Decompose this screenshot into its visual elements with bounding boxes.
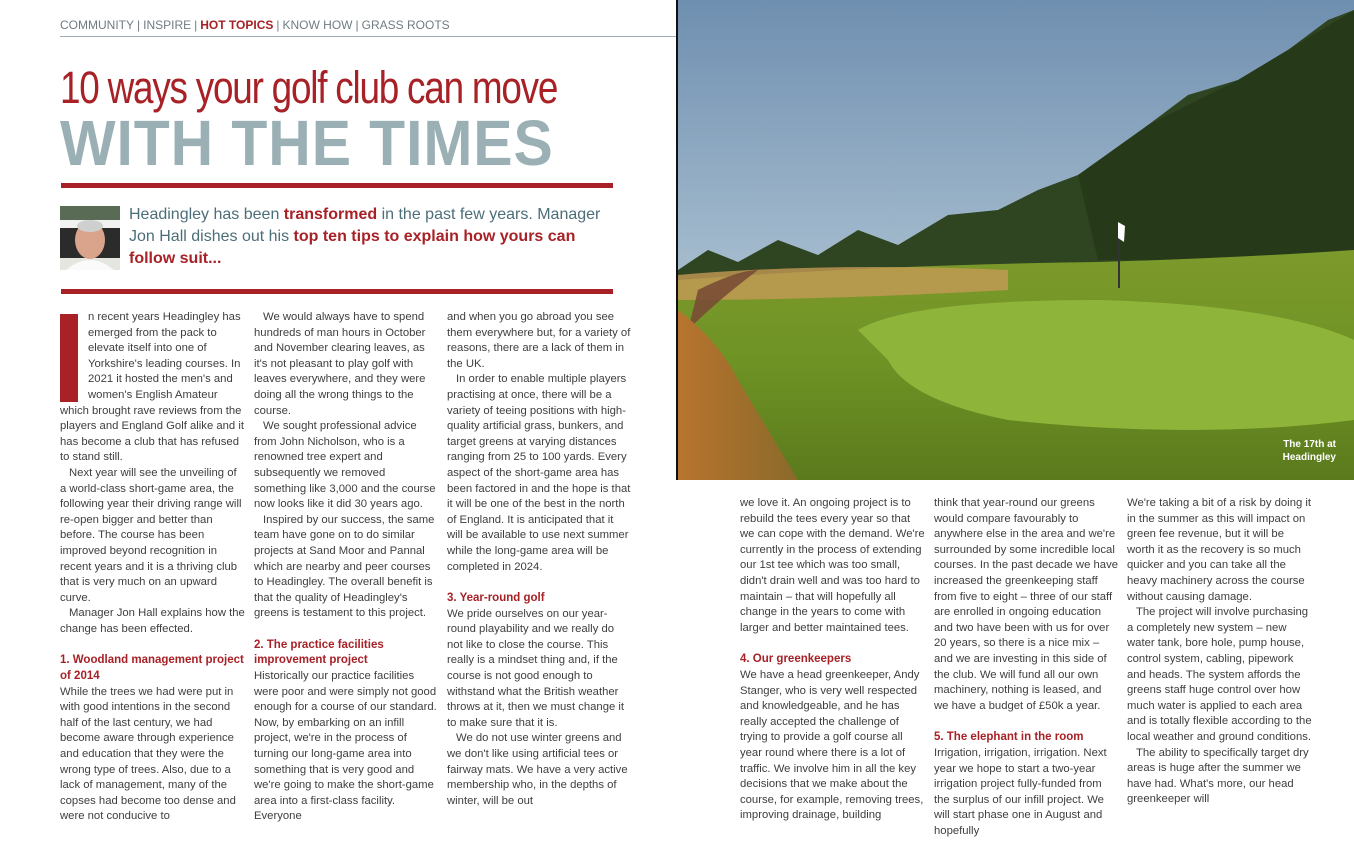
section-heading-2: 2. The practice facilities improvement project (254, 638, 384, 667)
body-paragraph: In order to enable multiple players practising at once, there will be a variety of teeing positions with high-quality artificial grass, bunkers, and target greens at varying distances ranging from 25 to 100 yards. Every aspect of the short-game area has been factored in and the hope is that it will be one of the best in the north of England. It is anticipated that it will be available to use next summer while the long-game area will be completed in 2024. (447, 373, 631, 573)
body-paragraph: We would always have to spend hundreds of man hours in October and November clearing leaves, as it's not pleasant to play golf with leaves everywhere, and they were doing all the wrong things to the course. (254, 311, 426, 417)
standfirst-highlight: transformed (283, 206, 378, 223)
article-column-6 (1127, 496, 1312, 808)
body-paragraph: Historically our practice facilities were poor and were simply not good enough for a course of our standard. Now, by embarking on an infill project, we're in the process of turning our long-game area into something that is very good and we're going to make the short-game area into a first-class facility. Everyone (254, 670, 437, 823)
nav-item-hot-topics[interactable]: HOT TOPICS (200, 18, 274, 32)
body-paragraph: We pride ourselves on our year-round playability and we really do not like to close the course. This really is a mindset thing and, if the course is not good enough to withstand what the British weather throws at it, then we must change it to make sure that it is. (447, 607, 625, 729)
nav-separator: | (355, 18, 359, 32)
body-paragraph: Next year will see the unveiling of a world-class short-game area, the following year their driving range will re-open bigger and better than before. The course has been improved beyond recognition in recent years and it is a thriving club that is very much on an upward curve. (60, 466, 242, 604)
section-heading-3: 3. Year-round golf (447, 592, 545, 605)
section-heading-1: 1. Woodland management project of 2014 (60, 654, 244, 683)
body-paragraph: and when you go abroad you see them everywhere but, for a variety of reasons, there are a lack of them in the UK. (447, 311, 631, 370)
nav-item-grass-roots[interactable]: GRASS ROOTS (361, 18, 450, 32)
body-paragraph: The project will involve purchasing a completely new system – new water tank, bore hole, pump house, control system, cabling, pipework and heads. The system affords the greens staff huge control over how much water is applied to each area and is totally flexible according to the local weather and ground conditions. (1127, 606, 1312, 743)
nav-item-inspire[interactable]: INSPIRE (143, 18, 192, 32)
article-column-2 (254, 310, 439, 825)
article-column-3 (447, 310, 632, 809)
article-column-4 (740, 496, 925, 824)
body-paragraph: Irrigation, irrigation, irrigation. Next year we hope to start a two-year irrigation project fully-funded from the surplus of our infill project. We will start phase one in August and hopefully (934, 746, 1107, 837)
body-paragraph: We have a head greenkeeper, Andy Stanger, who is very well respected and knowledgeable, and he has really accepted the challenge of trying to provide a golf course all year round where there is a lot of traffic. We involve him in all the key decisions that we make about the course, for example, removing trees, improving drainage, building (740, 668, 924, 822)
headline-line1: 10 ways your golf club can move (60, 62, 558, 113)
body-paragraph: We're taking a bit of a risk by doing it in the summer as this will impact on green fee revenue, but it will be worth it as the recovery is so much quicker and you can take all the heavy machinery across the course without causing damage. (1127, 497, 1312, 603)
standfirst-text: in the past few years. Manager Jon Hall dishes out his (129, 206, 601, 245)
body-paragraph: we love it. An ongoing project is to rebuild the tees every year so that we can cope with the demand. We're currently in the process of extending our 1st tee which was too small, didn't drain well and was too hard to maintain – that will hopefully all change in the years to come with larger and better maintained tees. (740, 497, 925, 634)
nav-item-know-how[interactable]: KNOW HOW (282, 18, 353, 32)
body-paragraph: We sought professional advice from John Nicholson, who is a renowned tree expert and subsequently we removed something like 3,000 and the course now looks like it did 30 years ago. (254, 420, 436, 511)
standfirst-divider (61, 289, 613, 294)
standfirst-highlight: top ten tips to explain how yours can follow suit... (129, 228, 576, 267)
nav-item-community[interactable]: COMMUNITY (60, 18, 134, 32)
body-paragraph: Inspired by our success, the same team have gone on to do similar projects at Sand Moor and Pannal which are nearby and peer courses to Headingley. The overall benefit is that the quality of Headingley's greens is testament to this project. (254, 513, 435, 620)
body-paragraph: Manager Jon Hall explains how the change has been effected. (60, 607, 245, 635)
photo-caption-line: Headingley (1282, 452, 1336, 463)
body-paragraph: think that year-round our greens would compare favourably to anywhere else in the area and we're surrounded by some incredible local courses. In the past decade we have increased the greenkeeping staff from five to eight – three of our staff are enrolled in ongoing education and two have been with us for over 20 years, so there is a nice mix – and we are investing in this side of the club. We will fund all our own machinery, nothing is leased, and we have a budget of £50k a year. (934, 497, 1119, 712)
author-avatar (60, 206, 120, 270)
body-paragraph: n recent years Headingley has emerged from the pack to elevate itself into one of Yorkshire's leading courses. In 2021 it hosted the men's and women's English Amateur which brought rave reviews from the players and England Golf alike and it has become a club that has refused to stand still. (60, 311, 245, 464)
photo-caption-line: The 17th at (1283, 439, 1336, 450)
body-paragraph: We do not use winter greens and we don't like using artificial tees or fairway mats. We have a very active membership who, in the depths of winter, will be out (447, 732, 628, 807)
article-column-1 (60, 310, 245, 825)
nav-divider (60, 36, 680, 37)
body-paragraph: The ability to specifically target dry areas is huge after the summer we have had. What's more, our head greenkeeper will (1127, 746, 1309, 806)
nav-separator: | (194, 18, 198, 32)
standfirst (129, 204, 609, 270)
headline-line2: WITH THE TIMES (60, 107, 554, 179)
body-paragraph: While the trees we had were put in with good intentions in the second half of the last century, we had become aware through experience and education that they were the wrong type of trees. Also, due to a lack of management, many of the copses had become too dense and were not conducive to (60, 685, 236, 823)
standfirst-text: Headingley has been (129, 206, 284, 223)
headline-divider (61, 183, 613, 188)
course-photo (678, 0, 1354, 480)
section-heading-5: 5. The elephant in the room (934, 731, 1084, 744)
drop-cap-bar (60, 314, 78, 402)
article-column-5 (934, 496, 1119, 839)
section-nav (60, 18, 450, 32)
nav-separator: | (137, 18, 141, 32)
photo-caption (1226, 438, 1336, 464)
section-heading-4: 4. Our greenkeepers (740, 653, 852, 666)
nav-separator: | (276, 18, 280, 32)
